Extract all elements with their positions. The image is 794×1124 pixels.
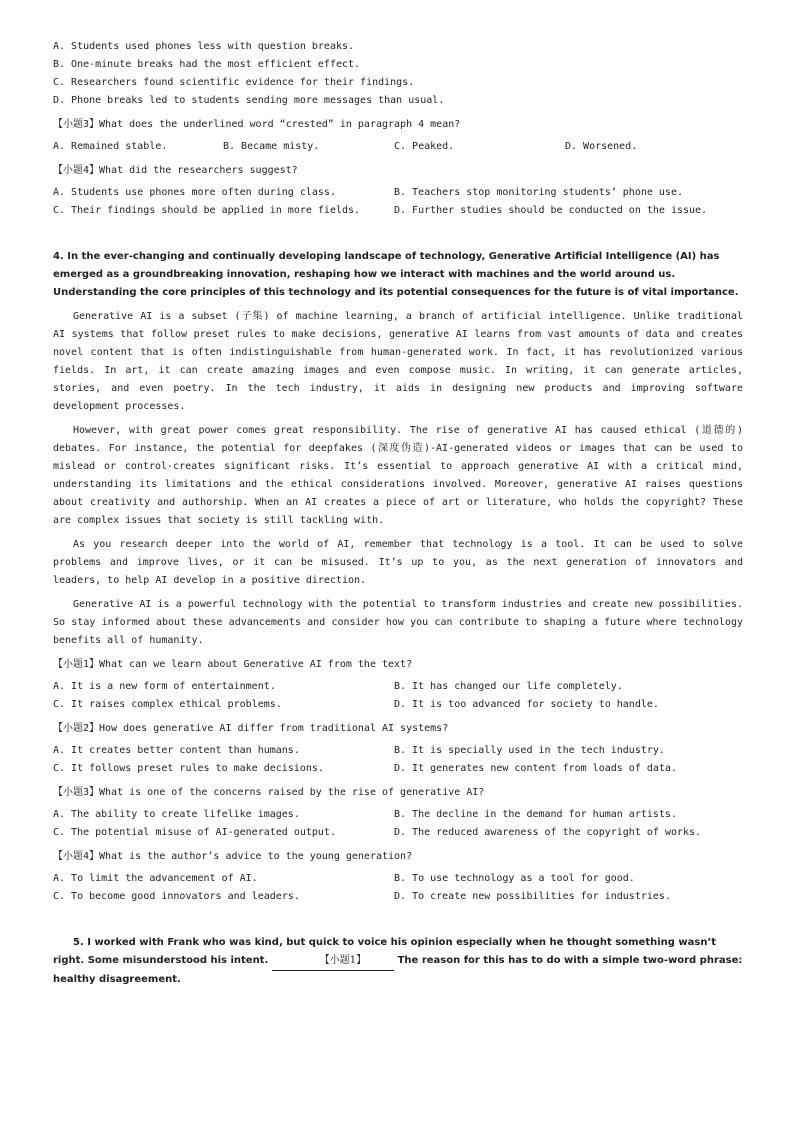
question-stem: 【小题3】What does the underlined word “crested” in paragraph 4 mean? xyxy=(53,119,461,130)
question-stem: 【小题3】What is one of the concerns raised by the rise of generative AI? xyxy=(53,787,485,798)
option-grid xyxy=(53,678,743,714)
option-grid xyxy=(53,806,743,842)
passage5-before: 5. I worked with Frank who was kind, but quick to voice his opinion especially when he thought something wasn’t right. Some misunderstood his intent. xyxy=(53,937,717,966)
option: B. To use technology as a tool for good. xyxy=(394,873,635,884)
option: C. Researchers found scientific evidence for their findings. xyxy=(53,77,415,88)
option: D. Further studies should be conducted on the issue. xyxy=(394,205,708,216)
option-row xyxy=(53,138,743,156)
passage5-text xyxy=(53,934,743,989)
option-grid xyxy=(53,870,743,906)
option: C. Peaked. xyxy=(394,141,455,152)
option: C. It raises complex ethical problems. xyxy=(53,699,282,710)
option: A. The ability to create lifelike images. xyxy=(53,809,300,820)
option: D. Worsened. xyxy=(565,141,638,152)
option: A. It creates better content than humans. xyxy=(53,745,300,756)
option: B. It has changed our life completely. xyxy=(394,681,623,692)
option: C. Their findings should be applied in more fields. xyxy=(53,205,361,216)
option: A. It is a new form of entertainment. xyxy=(53,681,276,692)
option: D. It generates new content from loads of data. xyxy=(394,763,677,774)
question-stem: 【小题1】What can we learn about Generative AI from the text? xyxy=(53,659,413,670)
option: C. To become good innovators and leaders. xyxy=(53,891,300,902)
paragraph: However, with great power comes great responsibility. The rise of generative AI has caused ethical (道德的) debates. For instance, the potential for deepfakes (深度伪造)-AI-generated videos or images that can be used to mislead or control-creates significant risks. It’s essential to approach generative AI with a critical mind, understanding its limitations and the ethical considerations involved. Moreover, generative AI raises questions about creativity and authorship. When an AI creates a piece of art or literature, who holds the copyright? These are complex issues that society is still tackling with. xyxy=(53,425,743,526)
option-grid xyxy=(53,184,743,220)
option: D. It is too advanced for society to handle. xyxy=(394,699,659,710)
option-grid xyxy=(53,742,743,778)
answer-blank[interactable]: 【小题1】 xyxy=(272,952,394,971)
passage4-intro: 4. In the ever-changing and continually developing landscape of technology, Generative Artificial Intelligence (AI) has emerged as a groundbreaking innovation, reshaping how we interact with machines and the world around us. Understanding the core principles of this technology and its potential consequences for the future is of vital importance. xyxy=(53,251,739,298)
option: D. The reduced awareness of the copyright of works. xyxy=(394,827,702,838)
option: B. Became misty. xyxy=(223,141,320,152)
option: A. Students use phones more often during class. xyxy=(53,187,336,198)
option: B. Teachers stop monitoring students’ phone use. xyxy=(394,187,683,198)
option: A. Students used phones less with question breaks. xyxy=(53,41,355,52)
exam-page xyxy=(53,38,743,989)
paragraph: Generative AI is a subset (子集) of machine learning, a branch of artificial intelligence. Unlike traditional AI systems that follow preset rules to make decisions, generative AI learns from vast amounts of data and creates novel content that is often indistinguishable from human-generated work. In fact, it has revolutionized various fields. In art, it can create amazing images and even compose music. In writing, it can generate articles, stories, and even poetry. In the tech industry, it aids in designing new products and improving software development processes. xyxy=(53,311,743,412)
option: D. Phone breaks led to students sending more messages than usual. xyxy=(53,95,445,106)
paragraph: As you research deeper into the world of AI, remember that technology is a tool. It can be used to solve problems and improve lives, or it can be misused. It’s up to you, as the next generation of innovators and leaders, to help AI develop in a positive direction. xyxy=(53,539,743,586)
option: B. One-minute breaks had the most efficient effect. xyxy=(53,59,361,70)
option: A. To limit the advancement of AI. xyxy=(53,873,258,884)
option: B. The decline in the demand for human artists. xyxy=(394,809,677,820)
question-stem: 【小题4】What did the researchers suggest? xyxy=(53,165,298,176)
option: D. To create new possibilities for industries. xyxy=(394,891,671,902)
option: C. It follows preset rules to make decisions. xyxy=(53,763,324,774)
option: C. The potential misuse of AI-generated output. xyxy=(53,827,336,838)
passage5-after: The reason for this has to do with a simple two-word phrase: healthy disagreement. xyxy=(53,955,743,985)
paragraph: Generative AI is a powerful technology with the potential to transform industries and create new possibilities. So stay informed about these advancements and consider how you can contribute to shaping a future where technology benefits all of humanity. xyxy=(53,599,743,646)
option: A. Remained stable. xyxy=(53,141,168,152)
question-stem: 【小题4】What is the author’s advice to the young generation? xyxy=(53,851,413,862)
question-stem: 【小题2】How does generative AI differ from traditional AI systems? xyxy=(53,723,449,734)
prev-options xyxy=(53,38,743,110)
option: B. It is specially used in the tech industry. xyxy=(394,745,665,756)
